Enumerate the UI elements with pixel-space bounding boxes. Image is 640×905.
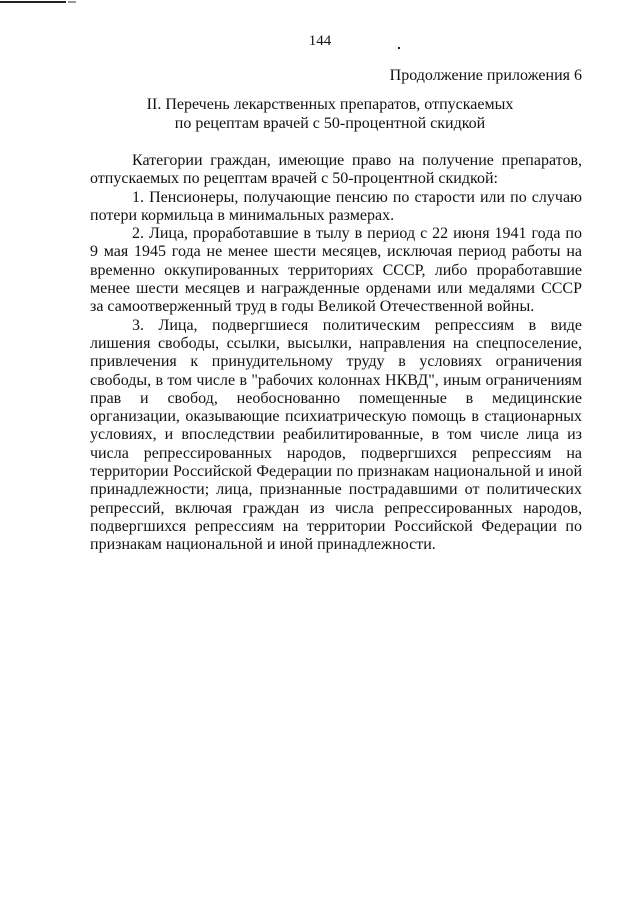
intro-paragraph: Категории граждан, имеющие право на получение препаратов, отпускаемых по рецептам врачей с 50-процентной скидкой: bbox=[90, 152, 582, 188]
scan-line-fragment bbox=[68, 1, 76, 3]
document-body bbox=[90, 152, 582, 555]
section-heading-line-1: II. Перечень лекарственных препаратов, отпускаемых bbox=[146, 96, 514, 113]
scan-dot bbox=[398, 47, 400, 49]
category-item-1: 1. Пенсионеры, получающие пенсию по старости или по случаю потери кормильца в минимальных размерах. bbox=[90, 188, 582, 224]
category-item-3: 3. Лица, подвергшиеся политическим репрессиям в виде лишения свободы, ссылки, высылки, направления на спецпоселение, привлечения к принудительному труду в условиях ограничения свободы, в том числе в "рабочих колоннах НКВД", иным ограничениям прав и свобод, необоснованно помещенные в медицинские организации, оказывающие психиатрическую помощь в стационарных условиях, и впоследствии реабилитированные, в том числе лица из числа репрессированных народов, подвергшихся репрессиям на территории Российской Федерации по признакам национальной и иной принадлежности; лица, признанные пострадавшими от политических репрессий, включая граждан из числа репрессированных народов, подвергшихся репрессиям на территории Российской Федерации по признакам национальной и иной принадлежности. bbox=[90, 316, 582, 554]
page-number: 144 bbox=[308, 33, 332, 49]
appendix-continuation-note: Продолжение приложения 6 bbox=[389, 67, 582, 84]
scan-line bbox=[0, 1, 66, 3]
section-heading bbox=[120, 96, 540, 133]
section-heading-line-2: по рецептам врачей с 50-процентной скидкой bbox=[174, 114, 486, 132]
corner-scan-mark bbox=[0, 0, 78, 6]
category-item-2: 2. Лица, проработавшие в тылу в период с 22 июня 1941 года по 9 мая 1945 года не менее шести месяцев, исключая период работы на временно оккупированных территориях СССР, либо проработавшие менее шести месяцев и награжденные орденами или медалями СССР за самоотверженный труд в годы Великой Отечественной войны. bbox=[90, 225, 582, 316]
